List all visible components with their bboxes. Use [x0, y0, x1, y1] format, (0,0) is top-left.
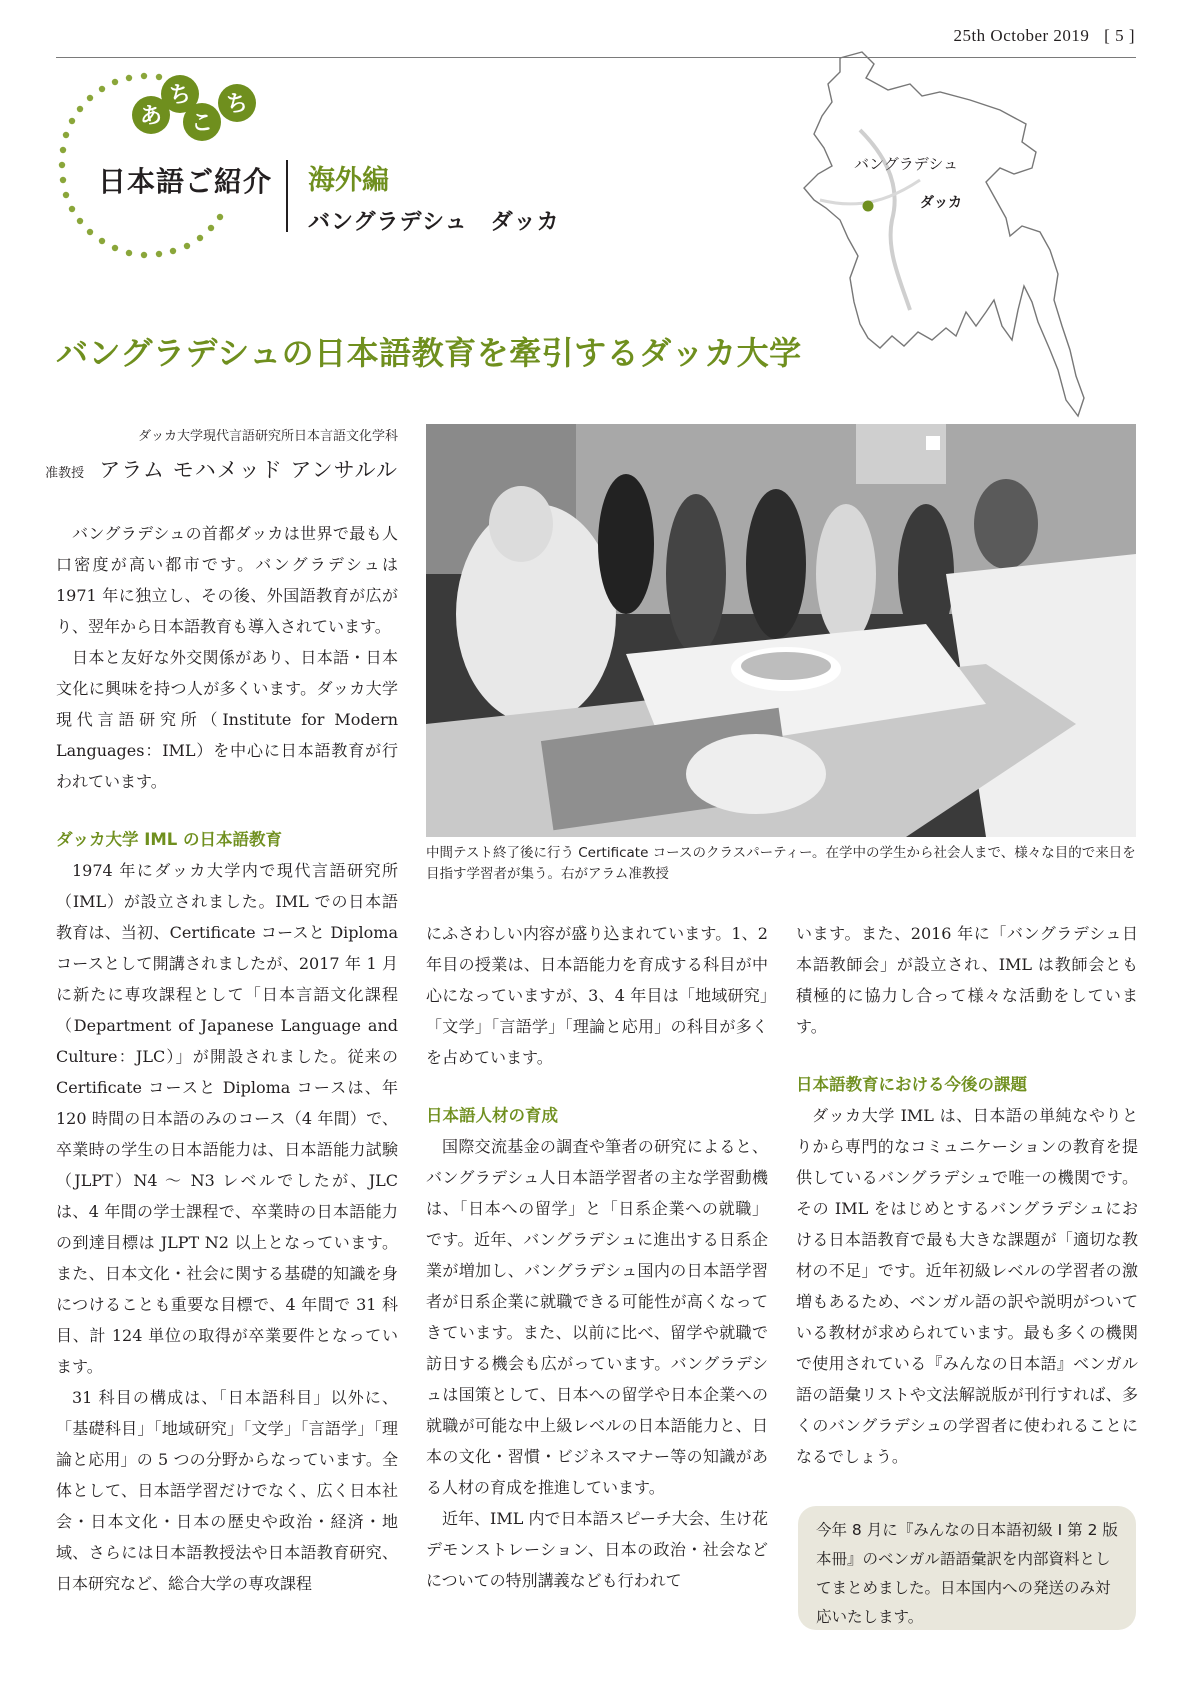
section-heading: 日本語教育における今後の課題: [796, 1075, 1027, 1094]
paragraph: 日本と友好な外交関係があり、日本語・日本文化に興味を持つ人が多くいます。ダッカ大学現代言語研究所（Institute for Modern Languages：IML）を中心に日本語教育が行われています。: [56, 648, 398, 791]
paragraph: います。また、2016 年に「バングラデシュ日本語教師会」が設立され、IML は教師会とも積極的に協力し合って様々な活動をしています。: [796, 924, 1138, 1036]
paragraph: 31 科目の構成は、「日本語科目」以外に、「基礎科目」「地域研究」「文学」「言語学」「理論と応用」の 5 つの分野からなっています。全体として、日本語学習だけでなく、広く日本社会・日本文化・日本の歴史や政治・経済・地域、さらには日本語教授法や日本語教育研究、日本研究など、総合大学の専攻課程: [56, 1388, 398, 1593]
column-1: [56, 518, 398, 1599]
author-name: アラム モハメッド アンサルル: [99, 458, 398, 482]
issue-date-page: [953, 26, 1135, 46]
column-3: [796, 918, 1138, 1472]
column-2: [426, 918, 768, 1596]
logo-char-ko: こ: [190, 111, 214, 136]
issue-date: 25th October 2019: [953, 26, 1090, 45]
author-affiliation: ダッカ大学現代言語研究所日本言語文化学科: [137, 429, 398, 444]
paragraph: にふさわしい内容が盛り込まれています。1、2 年目の授業は、日本語能力を育成する科目が中心になっていますが、3、4 年目は「地域研究」「文学」「言語学」「理論と応用」の科目が多くを占めています。: [426, 924, 768, 1067]
paragraph: 国際交流基金の調査や筆者の研究によると、バングラデシュ人日本語学習者の主な学習動機は、「日本への留学」と「日系企業への就職」です。近年、バングラデシュに進出する日系企業が増加し、バングラデシュ国内の日本語学習者が日系企業に就職できる可能性が高くなってきています。また、以前に比べ、留学や就職で訪日する機会も広がっています。バングラデシュは国策として、日本への留学や日本企業への就職が可能な中上級レベルの日本語能力と、日本の文化・習慣・ビジネスマナー等の知識がある人材の育成を推進しています。: [426, 1137, 768, 1497]
class-party-photo: [426, 424, 1136, 837]
location-label: バングラデシュ ダッカ: [308, 210, 560, 235]
title-divider: [286, 160, 288, 232]
section-label: 海外編: [308, 165, 389, 196]
section-heading: ダッカ大学 IML の日本語教育: [56, 830, 283, 849]
author-position: 准教授: [45, 466, 85, 481]
logo-char-chi: ち: [168, 83, 192, 108]
map-country-label: バングラデシュ: [854, 155, 959, 173]
dhaka-marker: [863, 201, 874, 212]
paragraph: 1974 年にダッカ大学内で現代言語研究所（IML）が設立されました。IML での日本語教育は、当初、Certificate コースと Diploma コースとして開講されましたが、2017 年 1 月に新たに専攻課程として「日本言語文化課程（Department of Japanese Language and Culture：JLC）」が開設されました。従来の Certificate コースと Diploma コースは、年 120 時間の日本語のみのコース（4 年間）で、卒業時の学生の日本語能力は、日本語能力試験（JLPT）N4 〜 N3 レベルでしたが、JLC は、4 年間の学士課程で、卒業時の日本語能力の到達目標は JLPT N2 以上となっています。また、日本文化・社会に関する基礎的知識を身につけることも重要な目標で、4 年間で 31 科目、計 124 単位の取得が卒業要件となっています。: [56, 861, 398, 1376]
section-heading: 日本語人材の育成: [426, 1106, 558, 1125]
paragraph: 近年、IML 内で日本語スピーチ大会、生け花デモンストレーション、日本の政治・社会などについての特別講義なども行われて: [426, 1509, 768, 1590]
notice-box: 今年 8 月に『みんなの日本語初級 I 第 2 版本冊』のベンガル語語彙訳を内部資料としてまとめました。日本国内への発送のみ対応いたします。: [798, 1506, 1136, 1630]
paragraph: バングラデシュの首都ダッカは世界で最も人口密度が高い都市です。バングラデシュは 1971 年に独立し、その後、外国語教育が広がり、翌年から日本語教育も導入されています。: [56, 524, 398, 636]
map-city-label: ダッカ: [920, 195, 962, 211]
logo-char-chi-2: ち: [225, 92, 249, 117]
bangladesh-map: [800, 50, 1100, 420]
article-title: バングラデシュの日本語教育を牽引するダッカ大学: [56, 334, 802, 372]
page-number: [ 5 ]: [1104, 26, 1135, 45]
paragraph: ダッカ大学 IML は、日本語の単純なやりとりから専門的なコミュニケーションの教育を提供しているバングラデシュで唯一の機関です。その IML をはじめとするバングラデシュにおける日本語教育で最も大きな課題が「適切な教材の不足」です。近年初級レベルの学習者の激増もあるため、ベンガル語の訳や説明がついている教材が求められています。最も多くの機関で使用されている『みんなの日本語』ベンガル語の語彙リストや文法解説版が刊行すれば、多くのバングラデシュの学習者に使われることになるでしょう。: [796, 1106, 1138, 1466]
logo-char-a: あ: [139, 104, 163, 129]
author-byline: [45, 454, 398, 484]
series-title: 日本語ご紹介: [98, 165, 273, 198]
photo-caption: 中間テスト終了後に行う Certificate コースのクラスパーティー。在学中の学生から社会人まで、様々な目的で来日を目指す学習者が集う。右がアラム准教授: [426, 845, 1136, 882]
